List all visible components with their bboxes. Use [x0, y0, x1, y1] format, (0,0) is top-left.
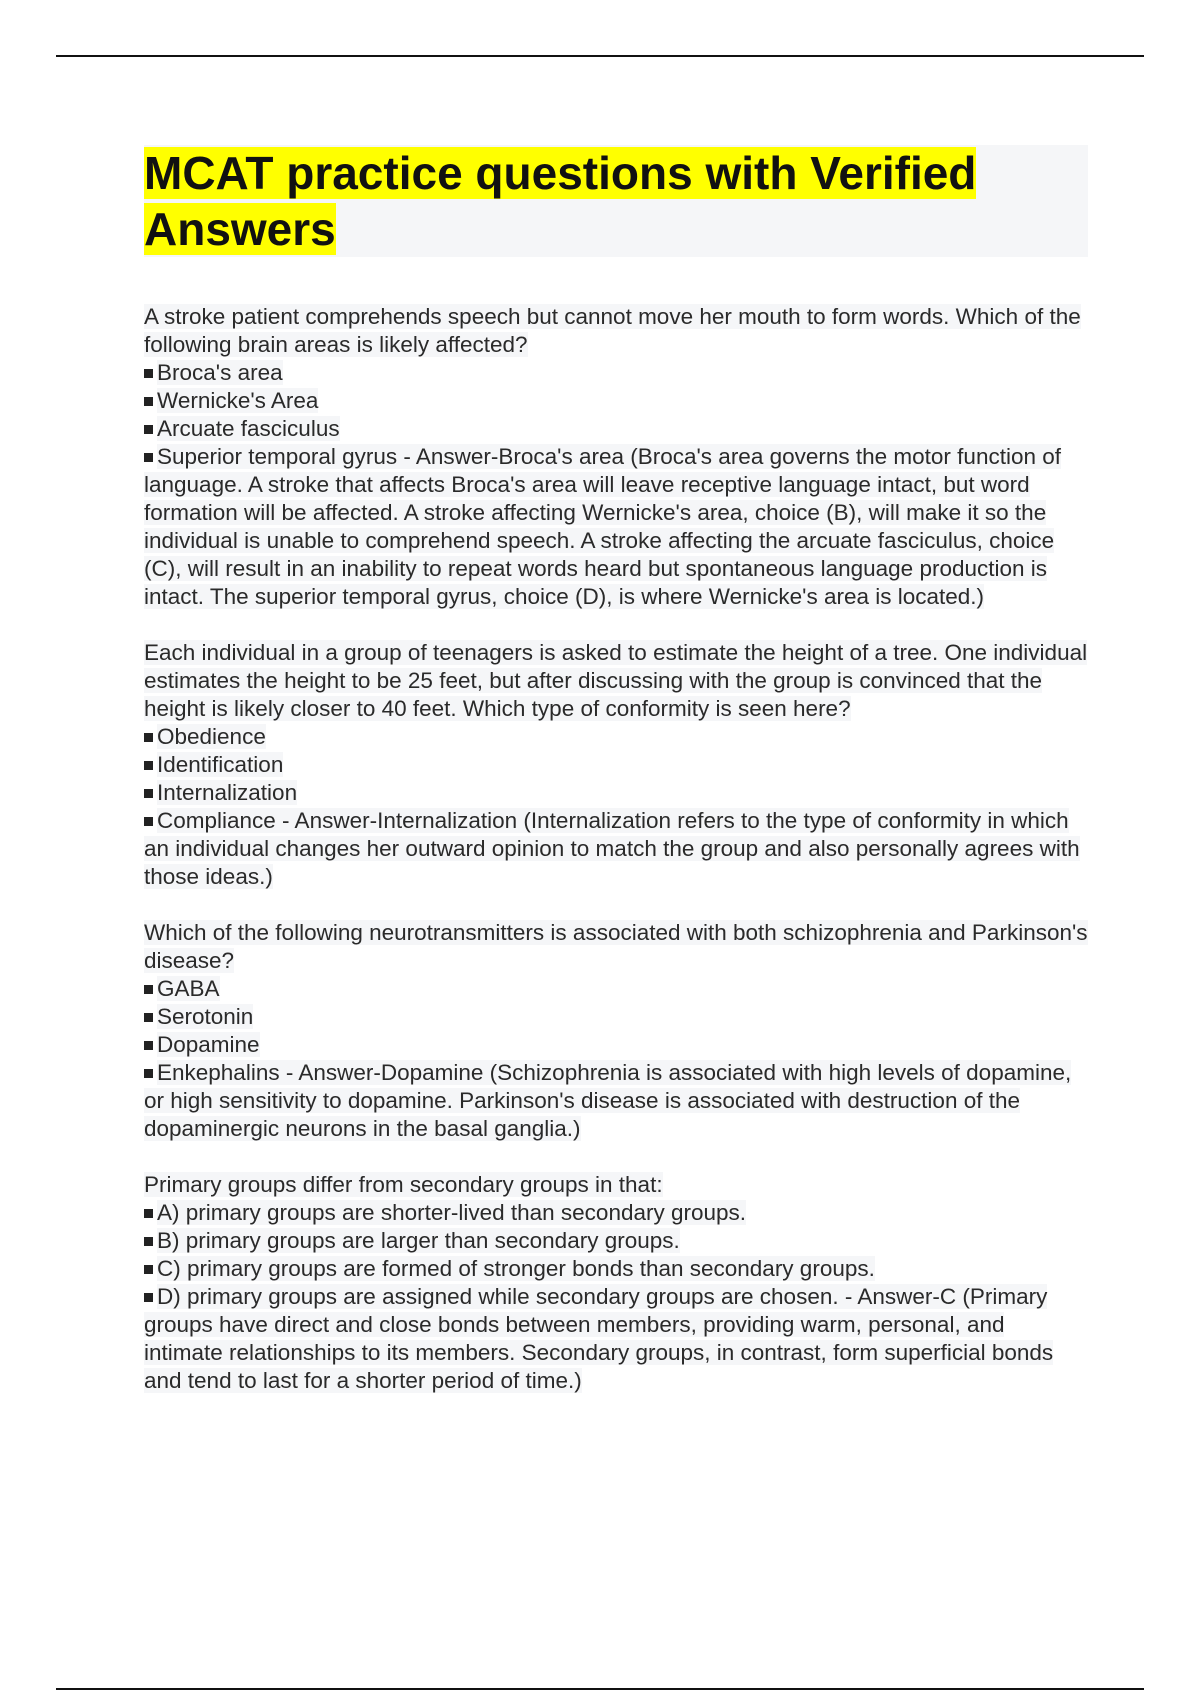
- answer-explanation: Enkephalins - Answer-Dopamine (Schizophrenia is associated with high levels of dopamine, or high sensitivity to dopamine. Parkinson's disease is associated with destruction of the dopaminergic neurons in the basal ganglia.): [144, 1060, 1072, 1141]
- answer-option: Dopamine: [144, 1031, 1089, 1059]
- bullet-icon: [144, 817, 153, 826]
- title-block: [144, 145, 1088, 257]
- bullet-icon: [144, 1265, 153, 1274]
- answer-option: A) primary groups are shorter-lived than secondary groups.: [144, 1199, 1089, 1227]
- bullet-icon: [144, 369, 153, 378]
- question-stem: Each individual in a group of teenagers is asked to estimate the height of a tree. One individual estimates the height to be 25 feet, but after discussing with the group is convinced that the height is likely closer to 40 feet. Which type of conformity is seen here?: [144, 640, 1088, 721]
- answer-option: B) primary groups are larger than secondary groups.: [144, 1227, 1089, 1255]
- bullet-icon: [144, 985, 153, 994]
- bullet-icon: [144, 733, 153, 742]
- answer-option: Internalization: [144, 779, 1089, 807]
- question-1: [144, 303, 1089, 611]
- bullet-icon: [144, 1209, 153, 1218]
- answer-option: Serotonin: [144, 1003, 1089, 1031]
- answer-option: Arcuate fasciculus: [144, 415, 1089, 443]
- question-4: [144, 1171, 1089, 1395]
- answer-option: Obedience: [144, 723, 1089, 751]
- bullet-icon: [144, 1293, 153, 1302]
- top-rule: [56, 55, 1144, 57]
- bullet-icon: [144, 397, 153, 406]
- page-title: [144, 145, 1088, 257]
- answer-option: Identification: [144, 751, 1089, 779]
- answer-option: GABA: [144, 975, 1089, 1003]
- question-stem: Which of the following neurotransmitters is associated with both schizophrenia and Parkinson's disease?: [144, 920, 1088, 973]
- answer-explanation: D) primary groups are assigned while secondary groups are chosen. - Answer-C (Primary groups have direct and close bonds between members, providing warm, personal, and intimate relationships to its members. Secondary groups, in contrast, form superficial bonds and tend to last for a shorter period of time.): [144, 1284, 1054, 1393]
- question-stem: A stroke patient comprehends speech but cannot move her mouth to form words. Which of the following brain areas is likely affected?: [144, 304, 1081, 357]
- bullet-icon: [144, 1013, 153, 1022]
- answer-explanation: Compliance - Answer-Internalization (Internalization refers to the type of conformity in which an individual changes her outward opinion to match the group and also personally agrees with those ideas.): [144, 808, 1080, 889]
- answer-option: Broca's area: [144, 359, 1089, 387]
- question-2: [144, 639, 1089, 891]
- question-stem: Primary groups differ from secondary groups in that:: [144, 1172, 663, 1197]
- bullet-icon: [144, 1041, 153, 1050]
- bullet-icon: [144, 453, 153, 462]
- bullet-icon: [144, 1237, 153, 1246]
- answer-option: C) primary groups are formed of stronger bonds than secondary groups.: [144, 1255, 1089, 1283]
- question-3: [144, 919, 1089, 1143]
- answer-explanation: Superior temporal gyrus - Answer-Broca's area (Broca's area governs the motor function of language. A stroke that affects Broca's area will leave receptive language intact, but word formation will be affected. A stroke affecting Wernicke's area, choice (B), will make it so the individual is unable to comprehend speech. A stroke affecting the arcuate fasciculus, choice (C), will result in an inability to repeat words heard but spontaneous language production is intact. The superior temporal gyrus, choice (D), is where Wernicke's area is located.): [144, 444, 1061, 609]
- bullet-icon: [144, 789, 153, 798]
- bullet-icon: [144, 425, 153, 434]
- bottom-rule: [56, 1688, 1144, 1690]
- page-title-text: MCAT practice questions with Verified Answers: [144, 147, 977, 255]
- questions-list: [144, 303, 1089, 1423]
- bullet-icon: [144, 1069, 153, 1078]
- bullet-icon: [144, 761, 153, 770]
- answer-option: Wernicke's Area: [144, 387, 1089, 415]
